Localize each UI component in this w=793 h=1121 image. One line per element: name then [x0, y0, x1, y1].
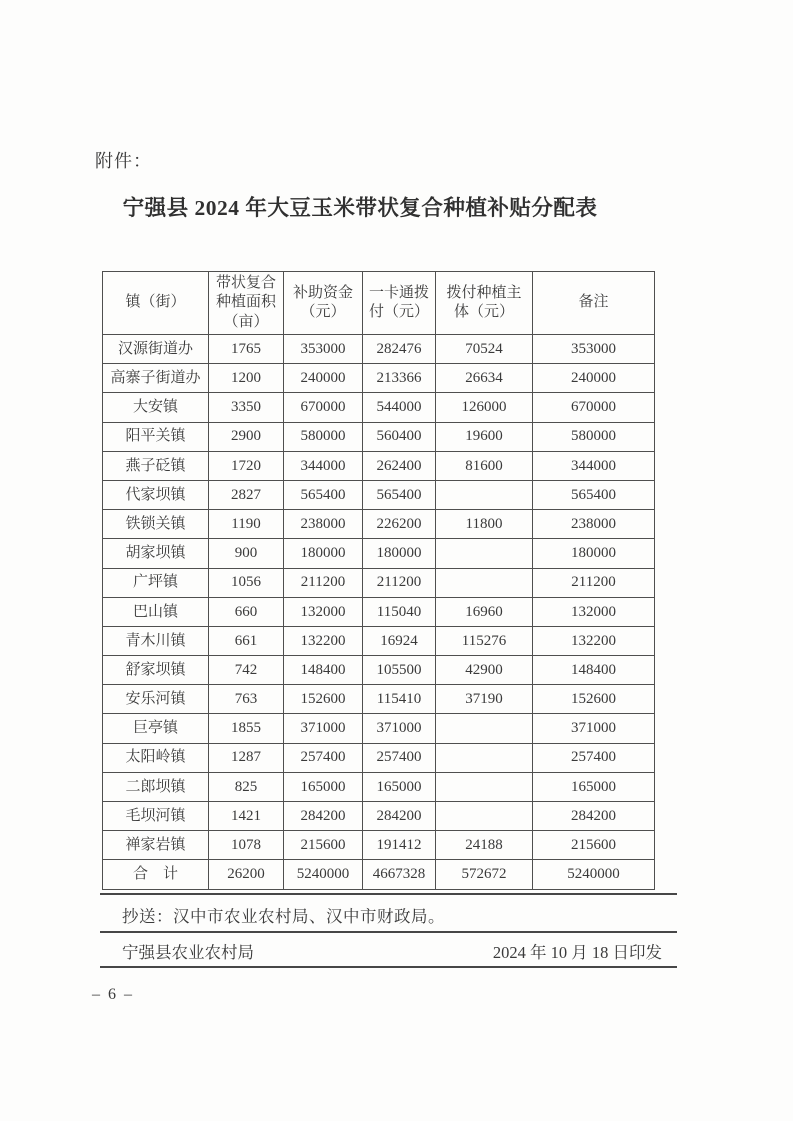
value-cell: 165000 — [363, 772, 436, 801]
footer-rule-middle — [100, 931, 677, 933]
value-cell: 2827 — [209, 480, 284, 509]
table-row — [103, 626, 655, 655]
value-cell: 11800 — [436, 510, 533, 539]
town-name-cell: 巴山镇 — [103, 597, 209, 626]
value-cell: 565400 — [363, 480, 436, 509]
value-cell — [436, 772, 533, 801]
value-cell: 763 — [209, 685, 284, 714]
town-name-cell: 广坪镇 — [103, 568, 209, 597]
value-cell: 353000 — [284, 335, 363, 364]
table-row — [103, 451, 655, 480]
value-cell: 148400 — [284, 656, 363, 685]
value-cell: 105500 — [363, 656, 436, 685]
table-row — [103, 685, 655, 714]
table-row — [103, 335, 655, 364]
value-cell: 262400 — [363, 451, 436, 480]
value-cell: 825 — [209, 772, 284, 801]
value-cell: 165000 — [284, 772, 363, 801]
value-cell: 572672 — [436, 860, 533, 889]
value-cell: 284200 — [363, 802, 436, 831]
value-cell: 1190 — [209, 510, 284, 539]
table-row — [103, 568, 655, 597]
table-row — [103, 422, 655, 451]
value-cell: 580000 — [533, 422, 655, 451]
value-cell: 257400 — [363, 743, 436, 772]
value-cell: 257400 — [533, 743, 655, 772]
value-cell: 148400 — [533, 656, 655, 685]
value-cell: 2900 — [209, 422, 284, 451]
value-cell: 81600 — [436, 451, 533, 480]
table-row — [103, 393, 655, 422]
issuing-agency: 宁强县农业农村局 — [122, 943, 254, 962]
value-cell: 660 — [209, 597, 284, 626]
value-cell: 215600 — [533, 831, 655, 860]
value-cell: 19600 — [436, 422, 533, 451]
value-cell: 1287 — [209, 743, 284, 772]
value-cell: 1200 — [209, 364, 284, 393]
value-cell: 238000 — [533, 510, 655, 539]
footer-rule-top — [100, 893, 677, 895]
table-row — [103, 831, 655, 860]
value-cell: 742 — [209, 656, 284, 685]
value-cell: 26634 — [436, 364, 533, 393]
value-cell: 211200 — [533, 568, 655, 597]
town-name-cell: 燕子砭镇 — [103, 451, 209, 480]
footer-rule-bottom — [100, 966, 677, 968]
value-cell: 5240000 — [533, 860, 655, 889]
value-cell: 670000 — [533, 393, 655, 422]
table-row — [103, 510, 655, 539]
value-cell: 284200 — [284, 802, 363, 831]
value-cell — [436, 568, 533, 597]
value-cell: 565400 — [533, 480, 655, 509]
value-cell: 1421 — [209, 802, 284, 831]
print-date: 2024 年 10 月 18 日印发 — [492, 943, 662, 962]
value-cell: 226200 — [363, 510, 436, 539]
column-header: 镇（街） — [103, 272, 209, 335]
issuer-line — [122, 939, 662, 963]
document-title: 宁强县 2024 年大豆玉米带状复合种植补贴分配表 — [122, 196, 598, 220]
town-name-cell: 高寨子街道办 — [103, 364, 209, 393]
value-cell: 282476 — [363, 335, 436, 364]
value-cell — [436, 714, 533, 743]
value-cell: 344000 — [284, 451, 363, 480]
value-cell: 5240000 — [284, 860, 363, 889]
value-cell: 115410 — [363, 685, 436, 714]
value-cell: 565400 — [284, 480, 363, 509]
value-cell: 240000 — [533, 364, 655, 393]
table-row — [103, 364, 655, 393]
value-cell: 215600 — [284, 831, 363, 860]
header-row — [103, 272, 655, 335]
table-row — [103, 539, 655, 568]
value-cell: 37190 — [436, 685, 533, 714]
town-name-cell: 太阳岭镇 — [103, 743, 209, 772]
value-cell: 3350 — [209, 393, 284, 422]
value-cell: 371000 — [284, 714, 363, 743]
value-cell: 580000 — [284, 422, 363, 451]
value-cell: 180000 — [533, 539, 655, 568]
value-cell: 371000 — [363, 714, 436, 743]
town-name-cell: 代家坝镇 — [103, 480, 209, 509]
town-name-cell: 大安镇 — [103, 393, 209, 422]
value-cell: 211200 — [284, 568, 363, 597]
value-cell: 165000 — [533, 772, 655, 801]
column-header: 带状复合种植面积（亩） — [209, 272, 284, 335]
value-cell: 670000 — [284, 393, 363, 422]
table-row — [103, 772, 655, 801]
town-name-cell: 青木川镇 — [103, 626, 209, 655]
value-cell: 70524 — [436, 335, 533, 364]
value-cell: 1855 — [209, 714, 284, 743]
value-cell: 26200 — [209, 860, 284, 889]
value-cell: 152600 — [284, 685, 363, 714]
subsidy-allocation-table — [102, 271, 655, 890]
value-cell: 211200 — [363, 568, 436, 597]
value-cell: 560400 — [363, 422, 436, 451]
value-cell: 180000 — [363, 539, 436, 568]
table-body — [103, 335, 655, 890]
table-row — [103, 480, 655, 509]
value-cell — [436, 802, 533, 831]
value-cell: 191412 — [363, 831, 436, 860]
column-header: 一卡通拨付（元） — [363, 272, 436, 335]
attachment-label: 附件： — [95, 151, 152, 171]
value-cell: 4667328 — [363, 860, 436, 889]
town-name-cell: 安乐河镇 — [103, 685, 209, 714]
column-header: 备注 — [533, 272, 655, 335]
table-row — [103, 714, 655, 743]
table-row — [103, 656, 655, 685]
column-header: 拨付种植主体（元） — [436, 272, 533, 335]
value-cell: 115276 — [436, 626, 533, 655]
value-cell: 42900 — [436, 656, 533, 685]
town-name-cell: 巨亭镇 — [103, 714, 209, 743]
table-row — [103, 743, 655, 772]
town-name-cell: 合 计 — [103, 860, 209, 889]
table-row — [103, 802, 655, 831]
value-cell: 126000 — [436, 393, 533, 422]
value-cell: 284200 — [533, 802, 655, 831]
value-cell: 132200 — [533, 626, 655, 655]
value-cell: 544000 — [363, 393, 436, 422]
value-cell: 353000 — [533, 335, 655, 364]
value-cell: 371000 — [533, 714, 655, 743]
value-cell — [436, 539, 533, 568]
town-name-cell: 胡家坝镇 — [103, 539, 209, 568]
value-cell: 180000 — [284, 539, 363, 568]
town-name-cell: 舒家坝镇 — [103, 656, 209, 685]
value-cell: 152600 — [533, 685, 655, 714]
town-name-cell: 禅家岩镇 — [103, 831, 209, 860]
value-cell: 1056 — [209, 568, 284, 597]
town-name-cell: 铁锁关镇 — [103, 510, 209, 539]
value-cell: 24188 — [436, 831, 533, 860]
value-cell: 1078 — [209, 831, 284, 860]
value-cell: 1765 — [209, 335, 284, 364]
table-row — [103, 597, 655, 626]
value-cell: 661 — [209, 626, 284, 655]
value-cell: 1720 — [209, 451, 284, 480]
value-cell: 257400 — [284, 743, 363, 772]
value-cell — [436, 743, 533, 772]
page-number: – 6 – — [92, 986, 134, 1003]
town-name-cell: 汉源街道办 — [103, 335, 209, 364]
value-cell: 238000 — [284, 510, 363, 539]
town-name-cell: 二郎坝镇 — [103, 772, 209, 801]
value-cell: 240000 — [284, 364, 363, 393]
value-cell: 132200 — [284, 626, 363, 655]
town-name-cell: 阳平关镇 — [103, 422, 209, 451]
column-header: 补助资金（元） — [284, 272, 363, 335]
value-cell: 344000 — [533, 451, 655, 480]
cc-line: 抄送：汉中市农业农村局、汉中市财政局。 — [122, 907, 445, 926]
value-cell: 132000 — [284, 597, 363, 626]
value-cell: 900 — [209, 539, 284, 568]
value-cell: 16960 — [436, 597, 533, 626]
total-row — [103, 860, 655, 889]
value-cell: 115040 — [363, 597, 436, 626]
value-cell: 213366 — [363, 364, 436, 393]
value-cell — [436, 480, 533, 509]
value-cell: 16924 — [363, 626, 436, 655]
value-cell: 132000 — [533, 597, 655, 626]
table-header — [103, 272, 655, 335]
town-name-cell: 毛坝河镇 — [103, 802, 209, 831]
